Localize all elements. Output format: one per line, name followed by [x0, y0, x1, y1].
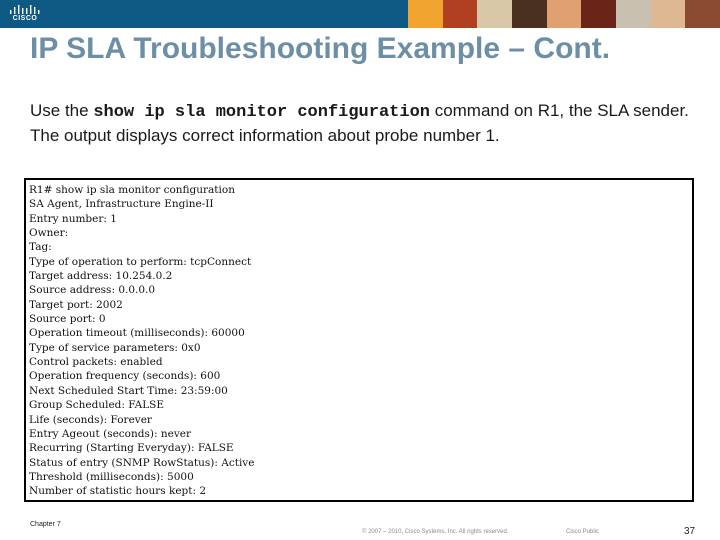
console-line: Target port: 2002 — [29, 298, 123, 311]
console-line: Next Scheduled Start Time: 23:59:00 — [29, 384, 228, 397]
console-line: Group Scheduled: FALSE — [29, 399, 165, 412]
logo-wordmark: CISCO — [12, 15, 38, 22]
footer-chapter: Chapter 7 — [30, 521, 61, 528]
header-photo — [443, 0, 478, 28]
console-line: Recurring (Starting Everyday): FALSE — [29, 442, 234, 455]
console-line: Type of service parameters: 0x0 — [29, 341, 201, 354]
console-line: Tag: — [29, 241, 52, 254]
console-line: Number of statistic hours kept: 2 — [29, 485, 207, 498]
console-line: Status of entry (SNMP RowStatus): Active — [29, 456, 255, 469]
header-photo — [651, 0, 686, 28]
intro-text-before: Use the — [30, 101, 94, 120]
page-number: 37 — [684, 526, 696, 537]
console-line: Control packets: enabled — [29, 356, 163, 369]
console-line: Owner: — [29, 227, 69, 240]
console-line: Source address: 0.0.0.0 — [29, 284, 156, 297]
console-line: Source port: 0 — [29, 313, 106, 326]
cisco-bars-icon — [8, 5, 42, 15]
console-line: Entry number: 1 — [29, 212, 117, 225]
footer-classification: Cisco Public — [566, 529, 600, 535]
cisco-logo — [8, 5, 42, 23]
console-line: Operation timeout (milliseconds): 60000 — [29, 327, 245, 340]
intro-command: show ip sla monitor configuration — [93, 103, 430, 122]
header-photo — [685, 0, 720, 28]
header-photo — [547, 0, 582, 28]
console-line: Threshold (milliseconds): 5000 — [29, 470, 194, 483]
console-line: Operation frequency (seconds): 600 — [29, 370, 221, 383]
header-photo — [616, 0, 651, 28]
header-photo-strip — [408, 0, 720, 28]
console-line: Entry Ageout (seconds): never — [29, 427, 191, 440]
console-line: Life (seconds): Forever — [29, 413, 152, 426]
header-photo — [408, 0, 443, 28]
console-output-box — [24, 178, 694, 502]
header-photo — [581, 0, 616, 28]
footer-copyright: © 2007 – 2010, Cisco Systems, Inc. All rights reserved. — [362, 529, 509, 535]
console-line: Type of operation to perform: tcpConnect — [29, 255, 252, 268]
console-line: SA Agent, Infrastructure Engine-II — [29, 198, 214, 211]
intro-paragraph — [30, 99, 690, 147]
console-line: Target address: 10.254.0.2 — [29, 270, 173, 283]
header-photo — [477, 0, 512, 28]
intro-text-after: command on R1, the SLA sender. The output displays correct information about probe number 1. — [30, 101, 689, 145]
header-photo — [512, 0, 547, 28]
header-bar — [0, 0, 720, 28]
console-line: R1# show ip sla monitor configuration — [29, 184, 235, 196]
slide-title: IP SLA Troubleshooting Example – Cont. — [30, 32, 611, 65]
